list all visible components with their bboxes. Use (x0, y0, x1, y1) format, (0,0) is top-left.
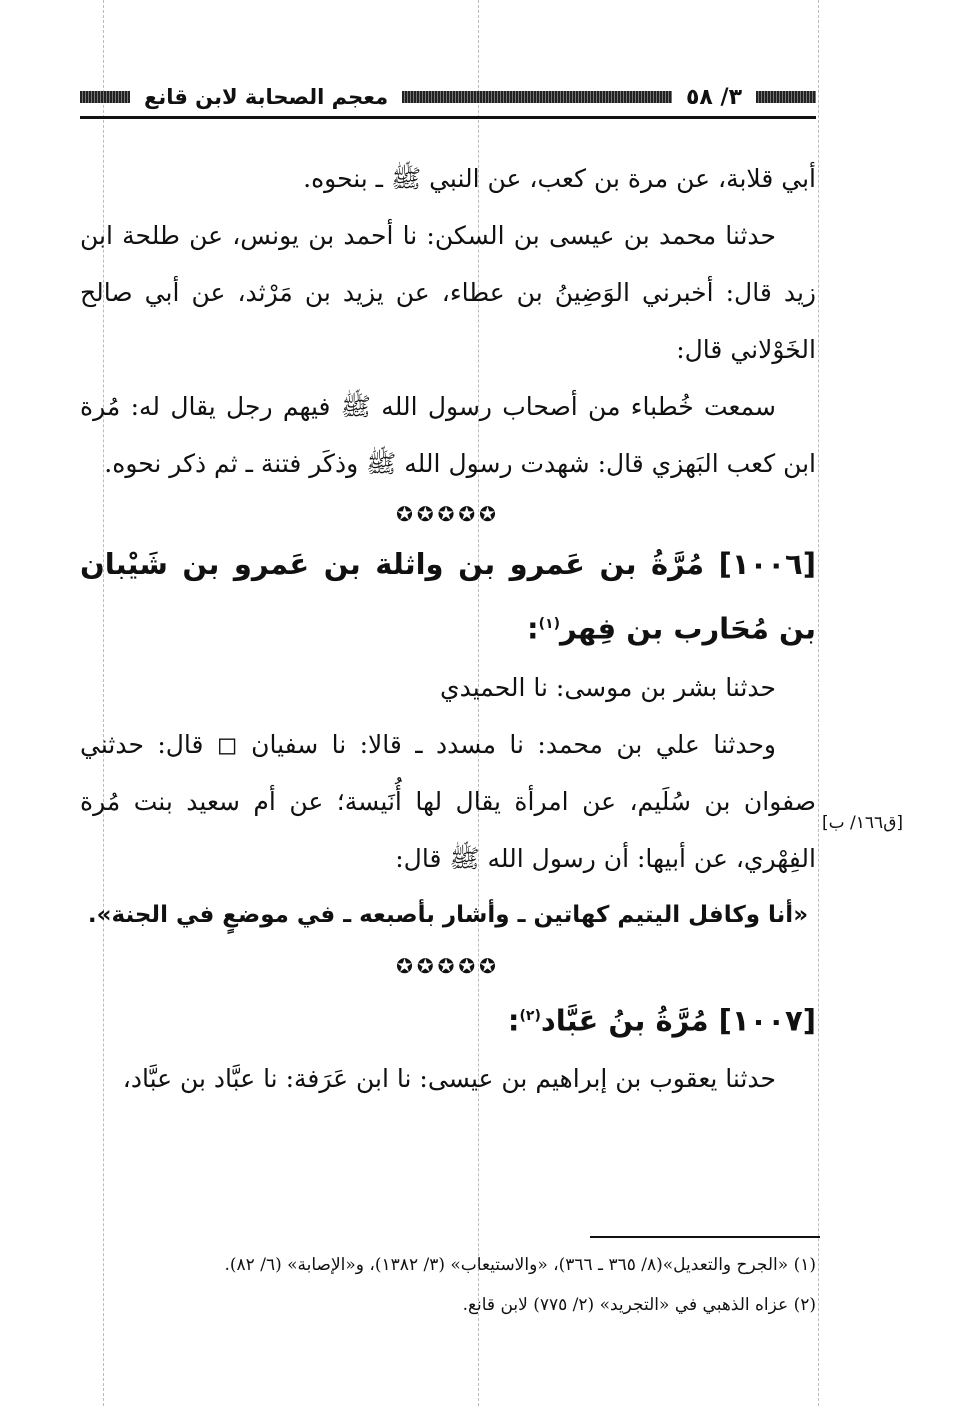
hadith-text: «أنا وكافل اليتيم كهاتين ـ وأشار بأصبعه ـ في موضعٍ في الجنة». (87, 901, 809, 928)
section-separator: ✪✪✪✪✪ (396, 502, 500, 526)
paragraph: أبي قلابة، عن مرة بن كعب، عن النبي ﷺ ـ بنحوه. (303, 164, 816, 193)
entry-heading-text: [١٠٠٦] مُرَّةُ بن عَمرو بن واثلة بن عَمرو بن شَيْبان بن مُحَارب بن فِهر (80, 547, 816, 646)
paragraph: سمعت خُطباء من أصحاب رسول الله ﷺ فيهم رجل يقال له: مُرة ابن كعب البَهزي قال: شهدت رسول الله ﷺ وذكَر فتنة ـ ثم ذكر نحوه. (80, 392, 816, 478)
header-rule (80, 116, 816, 119)
entry-heading (80, 534, 816, 659)
heading-colon: : (527, 611, 539, 646)
footnote-rule (590, 1236, 820, 1238)
main-text (80, 150, 816, 1107)
header-ornament-bar (402, 91, 672, 103)
paragraph: وحدثنا علي بن محمد: نا مسدد ـ قالا: نا سفيان ◻ قال: حدثني صفوان بن سُلَيم، عن امرأة يقال لها أُنَيسة؛ عن أم سعيد بنت مُرة الفِهْري، عن أبيها: أن رسول الله ﷺ قال: (80, 729, 816, 873)
paragraph: حدثنا بشر بن موسى: نا الحميدي (440, 672, 776, 702)
footnote: (٢) عزاه الذهبي في «التجريد» (٢/ ٧٧٥) لابن قانع. (462, 1295, 816, 1315)
page-number: ٣/ ٥٨ (686, 84, 742, 110)
book-title: معجم الصحابة لابن قانع (144, 85, 389, 109)
paragraph: حدثنا محمد بن عيسى بن السكن: نا أحمد بن يونس، عن طلحة ابن زيد قال: أخبرني الوَضِينُ بن عطاء، عن يزيد بن مَرْثد، عن أبي صالح الخَوْلاني قال: (80, 221, 816, 364)
footnote-ref: (١) (538, 616, 560, 632)
paragraph: حدثنا يعقوب بن إبراهيم بن عيسى: نا ابن عَرَفة: نا عبَّاد بن عبَّاد، (122, 1064, 776, 1094)
page (80, 0, 816, 1406)
entry-heading (80, 986, 816, 1051)
heading-colon: : (507, 1003, 520, 1038)
scan-guide-line (818, 0, 819, 1406)
footnote-ref: (٢) (519, 1007, 541, 1024)
section-separator: ✪✪✪✪✪ (396, 953, 500, 978)
header-ornament-bar (80, 91, 130, 103)
entry-heading-text: [١٠٠٧] مُرَّةُ بنُ عَبَّاد (540, 1003, 816, 1038)
manuscript-side-note: [ق١٦٦/ ب] (822, 813, 904, 833)
header-ornament-bar (756, 91, 816, 103)
running-header (80, 84, 816, 110)
footnote: (١) «الجرح والتعديل»(٨/ ٣٦٥ ـ ٣٦٦)، «والاستيعاب» (٣/ ١٣٨٢)، و«الإصابة» (٦/ ٨٢). (224, 1255, 816, 1275)
